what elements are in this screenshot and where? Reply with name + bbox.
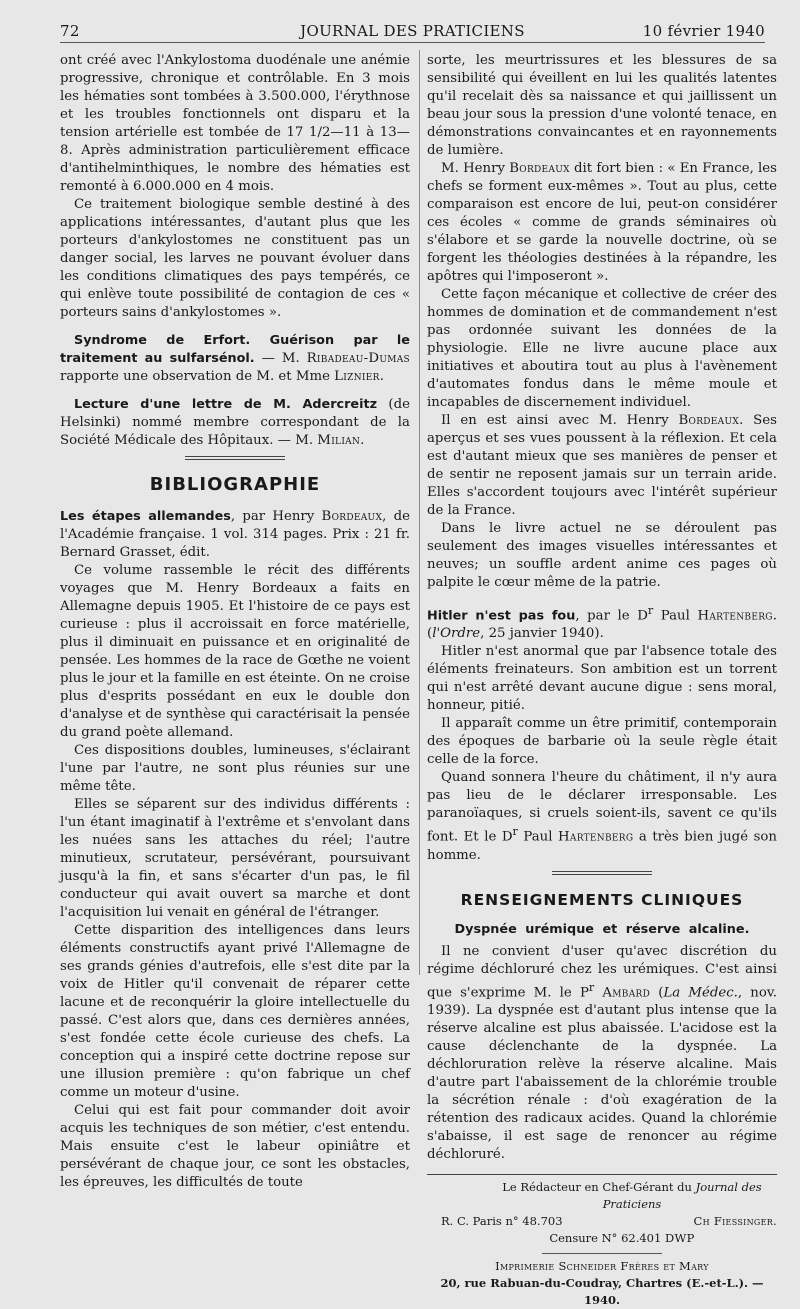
section-rule: [185, 456, 285, 460]
printer-address: 20, rue Rabuan-du-Coudray, Chartres (E.-et-L.). — 1940.: [440, 1276, 764, 1308]
book-title: Les étapes allemandes: [60, 509, 231, 524]
erfort-entry: Syndrome de Erfort. Guérison par le traitement au sulfarsénol. — M. Ribadeau-Dumas rapporte une observation de M. et Mme Liznier.: [60, 333, 410, 384]
paragraph-volume: Ce volume rassemble le récit des différents voyages que M. Henry Bordeaux a faits en Allemagne depuis 1905. Et l'histoire de ce pays est curieuse : plus il accroissait en force matérielle, plus il diminuait en puissance et en originalité de pensée. Les hommes de la race de Gœthe ne voient plus le jour et la famille en est éteinte. On ne croise plus d'esprits possédant en eux le double don d'analyse et de synthèse qui caractérisait la pensée du grand poète allemand.: [60, 563, 410, 740]
paragraph-ainsi: Il en est ainsi avec M. Henry Bordeaux. Ses aperçus et ses vues poussent à la réflexion. Et cela est d'autant mieux que ses manières de penser et de sentir ne reposent jamais sur un terrain aride. Elles s'accordent toujours avec l'intérêt supérieur de la France.: [427, 413, 777, 518]
paragraph-livre: Dans le livre actuel ne se déroulent pas seulement des images visuelles intéressantes et neuves; un souffle ardent anime ces pages où palpite le cœur même de la patrie.: [427, 521, 777, 590]
right-column: [427, 52, 777, 1309]
adercreitz-title: Lecture d'une lettre de M. Adercreitz: [74, 397, 378, 412]
column-divider: [419, 50, 420, 975]
page-header: [60, 20, 765, 43]
imprint-block: [427, 1179, 777, 1309]
editor-name: Ch Fiessinger.: [693, 1214, 777, 1229]
author-name: Bordeaux: [678, 413, 740, 428]
book-author: Bordeaux: [321, 509, 383, 524]
left-column: [60, 52, 410, 1192]
author-name: Liznier: [334, 369, 380, 384]
paragraph-sorte: sorte, les meurtrissures et les blessures de sa sensibilité qui éveillent en lui les qualités latentes qu'il recelait dès sa naissance et qui jaillissent un beau jour sous la pression d'une volonté tenace, en démonstrations convaincantes et en rayonnements de lumière.: [427, 53, 777, 158]
censure-line: Censure N° 62.401 DWP: [549, 1231, 695, 1246]
footer-rule: [427, 1174, 777, 1175]
bibliographie-heading: BIBLIOGRAPHIE: [149, 474, 321, 495]
author-name: Bordeaux: [509, 161, 570, 176]
author-name: Ribadeau-Dumas: [306, 351, 410, 366]
paragraph-mecanique: Cette façon mécanique et collective de créer des hommes de domination et de commandement n'est pas ordonnée suivant les données de la physiologie. Elle ne livre aucune place aux initiatives et aboutira tout au plus à l'avènement d'automates fondus dans le même moule et incapables de discernement individuel.: [427, 287, 777, 410]
hitler-title: Hitler n'est pas fou: [427, 608, 576, 624]
source-name: l'Ordre: [432, 626, 481, 642]
book-entry: Les étapes allemandes, par Henry Bordeaux, de l'Académie française. 1 vol. 314 pages. Prix : 21 fr. Bernard Grasset, édit.: [60, 509, 411, 560]
author-name: Ambard: [602, 985, 651, 1001]
registration-line: R. C. Paris n° 48.703 Ch Fiessinger.: [441, 1214, 777, 1229]
source-name: La Médec.: [663, 985, 738, 1001]
paragraph-dispositions: Ces dispositions doubles, lumineuses, s'éclairant l'une par l'autre, ne sont plus réunies sur une même tête.: [60, 743, 410, 794]
paragraph-celui: Celui qui est fait pour commander doit avoir acquis les techniques de son métier, c'est entendu. Mais ensuite c'est le labeur opiniâtre et persévérant de chaque jour, ce sont les obstacles, les épreuves, les difficultés de toute: [60, 1103, 410, 1190]
author-name: Hartenberg: [558, 829, 634, 845]
article-author: Hartenberg: [697, 608, 773, 624]
paragraph-bordeaux-dit: M. Henry Bordeaux dit fort bien : « En France, les chefs se forment eux-mêmes ». Tout au plus, cette comparaison est encore de lui, peut-on considérer ces écoles « comme de grands séminaires où s'élabore et se garde la nouvelle doctrine, où se forgent les théologies destinées à la répandre, les apôtres qui l'imposeront ».: [427, 161, 778, 284]
erfort-title: Syndrome de Erfort. Guérison par le traitement au sulfarsénol.: [60, 333, 410, 366]
journal-title: JOURNAL DES PRATICIENS: [300, 22, 525, 40]
author-name: Milian: [317, 433, 361, 448]
renseignements-heading: RENSEIGNEMENTS CLINIQUES: [460, 890, 744, 909]
paragraph-dyspnee: Il ne convient d'user qu'avec discrétion du régime déchloruré chez les urémiques. C'est ainsi que s'exprime M. le $P^r$ Ambard (La Médec., nov. 1939). La dyspnée est d'autant plus intense que la réserve alcaline est plus abaissée. L'acidose est la cause déclenchante de la dyspnée. La déchloruration relève la réserve alcaline. Mais d'autre part l'abaissement de la chlorémie trouble la sécrétion rénale : d'où exagération de la rétention des radicaux acides. Quand la chlorémie s'abaisse, il est sage de renoncer au régime déchloruré.: [427, 943, 777, 1163]
paragraph-disparition: Cette disparition des intelligences dans leurs éléments constructifs ayant privé l'Allemagne de ses grands génies d'autrefois, elle s'est dite par la voix de Hitler qu'il convenait de réparer cette lacune et de reconquérir la gloire intellectuelle du passé. C'est alors que, dans ces dernières années, s'est fondée cette école curieuse des chefs. La conception qui a inspiré cette doctrine repose sur une illusion première : qu'on fabrique un chef comme un moteur d'usine.: [60, 923, 410, 1100]
paragraph-primitif: Il apparaît comme un être primitif, contemporain des époques de barbarie où la seule règle était celle de la force.: [427, 716, 777, 768]
dyspnee-heading: Dyspnée urémique et réserve alcaline.: [454, 921, 750, 937]
redacteur-line: Le Rédacteur en Chef-Gérant du Journal des Praticiens: [502, 1180, 762, 1212]
imprint-rule: [542, 1253, 662, 1254]
printer-name: Imprimerie Schneider Frères et Mary: [495, 1259, 709, 1274]
adercreitz-entry: Lecture d'une lettre de M. Adercreitz (de Helsinki) nommé membre correspondant de la Société Médicale des Hôpitaux. — M. Milian.: [60, 397, 410, 448]
paragraph-quand: Quand sonnera l'heure du châtiment, il n'y aura pas lieu de le déclarer irresponsable. Les paranoïaques, si cruels soient-ils, savent ce qu'ils font. Et le $D^r$ Paul Hartenberg a très bien jugé son homme.: [427, 770, 777, 863]
issue-date: 10 février 1940: [642, 22, 765, 40]
paragraph-treatment: Ce traitement biologique semble destiné à des applications intéressantes, d'autant plus que les porteurs d'ankylostomes ne constituent pas un danger social, les larves ne pouvant évoluer dans les conditions climatiques des pays tempérés, ce qui enlève toute possibilité de contagion de ces « porteurs sains d'ankylostomes ».: [60, 197, 410, 320]
page-number: 72: [60, 22, 80, 40]
paragraph-intro: ont créé avec l'Ankylostoma duodénale une anémie progressive, chronique et contrôlable. En 3 mois les hématies sont tombées à 3.500.000, l'érythnose et les troubles fonctionnels ont disparu et la tension artérielle est tombée de 17 1/2—11 à 13—8. Après administration particulièrement efficace d'antihelminthiques, le nombre des hématies est remonté à 6.000.000 en 4 mois.: [60, 53, 410, 194]
section-rule: [552, 871, 652, 875]
paragraph-separent: Elles se séparent sur des individus différents : l'un étant imaginatif à l'extrême et s'envolant dans les nuées sans les attaches du réel; l'autre minutieux, scrutateur, persévérant, poursuivant jusqu'à la fin, et sans s'écarter d'un pas, le fil conducteur qui avait ouvert sa marche et dont l'acquisition lui venait en général de l'étranger.: [60, 797, 410, 920]
paragraph-anormal: Hitler n'est anormal que par l'absence totale des éléments freinateurs. Son ambition est un torrent qui n'est arrêté devant aucune digue : sens moral, honneur, pitié.: [427, 644, 777, 714]
hitler-entry: Hitler n'est pas fou, par le $D^r$ Paul Hartenberg. (l'Ordre, 25 janvier 1940).: [427, 604, 777, 642]
